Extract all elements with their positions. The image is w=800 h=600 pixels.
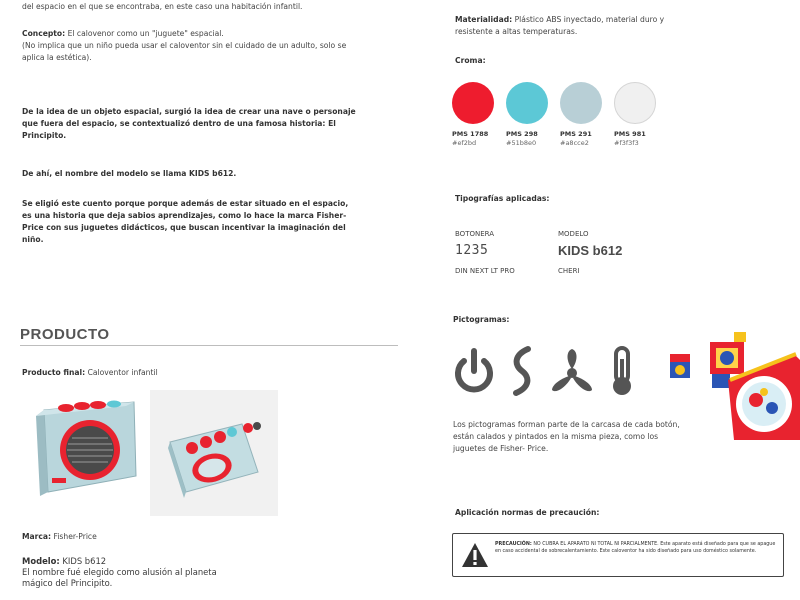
model-label: Modelo:: [22, 556, 60, 566]
material-line: [455, 14, 685, 38]
botonera-font-name: DIN NEXT LT PRO: [455, 267, 515, 275]
warning-body: NO CUBRA EL APARATO NI TOTAL NI PARCIALMENTE. Este aparato está diseñado para que se apague en caso accidental de sobrecalentamiento. Este caloventor ha sido diseñado para uso doméstico solamente.: [495, 542, 776, 554]
product-front-render: [22, 392, 148, 502]
warning-title: PRECAUCIÓN:: [495, 542, 532, 547]
swatch-light-blue: [560, 82, 602, 124]
producto-heading: PRODUCTO: [20, 326, 110, 343]
pictograms-heading: Pictogramas:: [453, 315, 510, 324]
section-divider: [20, 345, 398, 346]
brand-label: Marca:: [22, 532, 52, 541]
intro-text: del espacio en el que se encontraba, en este caso una habitación infantil.: [22, 2, 303, 11]
model-block: [22, 556, 222, 589]
swatch-label-white: [614, 130, 646, 148]
model-value: KIDS b612: [59, 556, 107, 566]
concept-note: (No implica que un niño pueda usar el caloventor sin el cuidado de un adulto, solo se aplica la estética).: [22, 41, 347, 62]
concept-paragraph: [22, 28, 362, 64]
material-value: Plástico ABS inyectado, material duro y resistente a altas temperaturas.: [455, 15, 665, 36]
thermometer-icon: [604, 345, 640, 397]
swatch-pms: PMS 291: [560, 130, 592, 138]
brand-line: [22, 531, 97, 543]
heat-wave-icon: [500, 345, 548, 397]
concept-text: El calovenor como un "juguete" espacial.: [65, 29, 224, 38]
concept-label: Concepto:: [22, 29, 66, 38]
story-paragraph-2: De ahí, el nombre del modelo se llama KIDS b612.: [22, 169, 237, 178]
swatch-red: [452, 82, 494, 124]
material-label: Materialidad:: [455, 15, 513, 24]
product-angle-render: [150, 390, 278, 516]
swatch-white: [614, 82, 656, 124]
final-product-value: Caloventor infantil: [85, 368, 158, 377]
swatch-label-teal: [506, 130, 538, 148]
swatch-hex: #a8cce2: [560, 139, 589, 147]
swatch-hex: #ef2bd: [452, 139, 477, 147]
typography-heading: Tipografías aplicadas:: [455, 194, 550, 203]
swatch-teal: [506, 82, 548, 124]
modelo-label: MODELO: [558, 230, 589, 238]
precaution-heading: Aplicación normas de precaución:: [455, 508, 600, 517]
warning-text: [495, 542, 777, 556]
swatch-pms: PMS 1788: [452, 130, 489, 138]
swatch-hex: #f3f3f3: [614, 139, 639, 147]
modelo-sample: KIDS b612: [558, 243, 623, 258]
story-paragraph-3: Se eligió este cuento porque porque además de estar situado en el espacio, es una historia que deja sabios aprendizajes, como lo hace la marca Fisher- Price con sus juguetes didácticos, que buscan incentivar la imaginación del niño.: [22, 199, 349, 244]
swatch-pms: PMS 981: [614, 130, 646, 138]
swatch-label-light-blue: [560, 130, 592, 148]
botonera-sample: 1235: [455, 243, 489, 258]
story-paragraph-1: De la idea de un objeto espacial, surgió la idea de crear una nave o personaje que fuera del espacio, se contextualizó dentro de una famosa historia: El Principito.: [22, 107, 356, 140]
warning-label: [452, 533, 784, 577]
swatch-label-red: [452, 130, 488, 148]
croma-heading: Croma:: [455, 56, 486, 65]
swatch-hex: #51b8e0: [506, 139, 537, 147]
warning-triangle-icon: [461, 542, 489, 568]
power-icon: [450, 345, 498, 397]
botonera-label: BOTONERA: [455, 230, 495, 238]
brand-value: Fisher-Price: [51, 532, 97, 541]
final-product-line: [22, 367, 158, 379]
modelo-font-name: CHERI: [558, 267, 580, 275]
pictograms-description: Los pictogramas forman parte de la carcasa de cada botón, están calados y pintados en la misma pieza, como los juguetes de Fisher- Price.: [453, 420, 680, 453]
fan-icon: [546, 345, 598, 397]
final-product-label: Producto final:: [22, 368, 86, 377]
model-note: El nombre fué elegido como alusión al planeta mágico del Principito.: [22, 567, 217, 588]
swatch-pms: PMS 298: [506, 130, 538, 138]
fisher-price-toys-image: [664, 330, 800, 440]
